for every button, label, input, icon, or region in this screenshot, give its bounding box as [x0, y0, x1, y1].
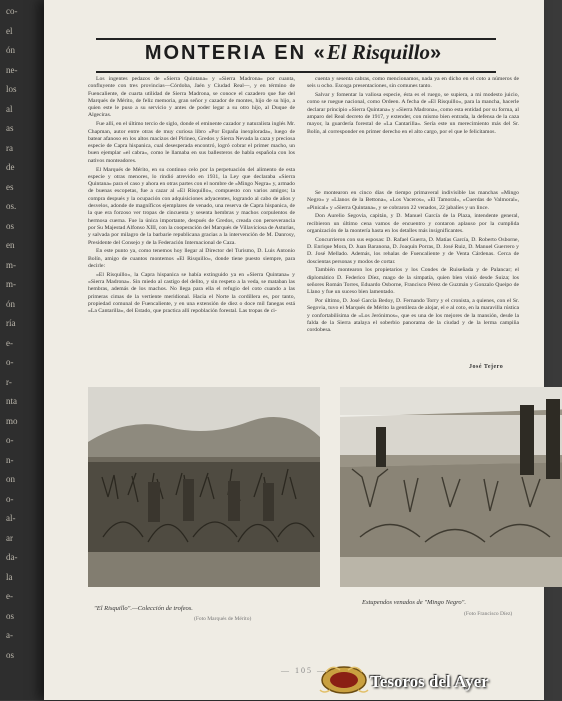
- adjacent-page-fragment: on: [6, 474, 15, 484]
- photo-trophies: [88, 387, 320, 587]
- adjacent-page-fragment: nta: [6, 396, 17, 406]
- adjacent-page-fragment: as: [6, 123, 14, 133]
- article-title: [44, 40, 544, 65]
- photo2-credit: (Foto Francisco Díez): [464, 611, 513, 617]
- paragraph: El Marqués de Mérito, en su continuo celo por la perpetuación del alimento de esta especie y otras menores, lo rindió atrevido en 1931, la Ley que declaraba «Sierra Quintana» para el caso y ahora en otras partes con el nombre de «Mingo Negra» y, armado de buenas escopetas, fue a cazar al «El Risquillo», compuesto con varios amigos; la compra después y la ocupación con adquisiciones adyacentes, logrando al cabo de años y desvelos, adonde de magníficos ejemplares de venado, una reserva de Capra hispanica, de la que era forzoso ver tropas de cincuenta y sesenta hembras y machos corpulentos de hermosa cuerna. Fue la única importante, después de Gredos, creada con perseverancia por Su Majestad Alfonso XIII, con la cooperación del Marqués de Villaviciosa de Asturias, y salvada por milagro de la barbarie republicana gracias a la intervención de M. Danrosy, Presidente del Consejo y de la Federación Internacional de Caza.: [88, 166, 295, 246]
- paragraph: También montearon los propietarios y los Condes de Ruiseñada y de Palancar; el diplomático D. Federico Díez, mago de la simpatía, quien bien vinió desde Suiza; los señores Román Torres, Eduardo Osborne, Francisco Pérez de Guzmán y Gonzalo Queipo de Llano y fue un suceso bien lamentado.: [307, 267, 519, 296]
- adjacent-page-fragment: m-: [6, 259, 16, 270]
- paragraph: Se montearon en cinco días de tiempo primaveral indivisible las manchas «Mingo Negro» y «Llanos de la Bettona», «Los Vaceros», «El Tamoral», «Cuerdas de Valmoral», «Pinical» y «Sierra Quintana», y se cobraron 22 venados, 22 jabalíes y un lince.: [307, 190, 519, 211]
- photo-deer: [340, 387, 562, 587]
- adjacent-page-fragment: al: [6, 103, 13, 114]
- paragraph: En este punto ya, como tenemos hoy llegar al Director del Turismo, D. Luis Antonio Bolín, amigo de cuantos montemos «El Risquillo», donde tiene puesto siempre, para decirle:: [88, 248, 295, 269]
- adjacent-page-fragment: de: [6, 162, 15, 172]
- title-italic: El Risquillo: [326, 40, 431, 64]
- adjacent-page-fragment: e-: [6, 337, 13, 348]
- title-rule-bottom: [96, 71, 496, 73]
- article-column-2b: [307, 190, 519, 360]
- adjacent-page-fragment: co-: [6, 6, 18, 16]
- adjacent-page-fragment: ra: [6, 142, 13, 153]
- adjacent-page-fragment: ría: [6, 318, 16, 328]
- adjacent-page-fragment: es: [6, 181, 14, 192]
- adjacent-page-fragment: ón: [6, 45, 15, 55]
- magazine-page: [44, 0, 544, 700]
- adjacent-page-fragment: n-: [6, 454, 14, 465]
- photo1-caption: "El Risquillo".—Colección de trofeos.: [94, 605, 193, 612]
- photo2-caption: Estupendos venados de "Mingo Negro".: [362, 599, 466, 606]
- adjacent-page-fragment: o-: [6, 357, 14, 367]
- adjacent-page-fragment: o-: [6, 435, 14, 445]
- paragraph: cuenta y sesenta cabras, como mencionamos, nada ya en dicho en el coto a números de seis u ocho. Escoga presentaciones, sin comunes tanto.: [307, 76, 519, 90]
- adjacent-page-fragment: m-: [6, 279, 16, 289]
- paragraph: Don Aurelio Segovia, capitán, y D. Manuel García de la Plaza, intendente general, recibieron un último cena vamos de encuentro y contaron aplauso por la cumplida organización de la montería hasta en los detalles más insignificantes.: [307, 213, 519, 234]
- adjacent-page-fragment: al-: [6, 513, 16, 523]
- adjacent-page-fragment: os: [6, 610, 15, 621]
- photo1-credit: (Foto Marqués de Mérito): [194, 616, 252, 622]
- adjacent-page-fragment: os: [6, 220, 15, 231]
- adjacent-page-fragment: r-: [6, 376, 12, 387]
- adjacent-page-fragment: en: [6, 240, 15, 250]
- adjacent-page-fragment: os: [6, 649, 15, 660]
- paragraph: «El Risquillo», la Capra hispanica se había extinguido ya en «Sierra Quintana» y «Sierra Madrona». Sin miedo al castigo del delito, y sin respeto a la veda, se mataban las hembras, además de los machos. No llega para ella el refugio del coto cuando a las primeras cimas de la vertiente meridional. Hacia el Norte la cordillera es, por tanto, propiedad comunal de Fuencaliente, y en una extensión de diez o doce mil fanegas está «La Cantarilla», del Estado, que practica allí repoblación forestal. Las tropas de ci-: [88, 271, 295, 315]
- page-number: — 105 —: [281, 666, 327, 675]
- watermark-text: Tesoros del Ayer: [370, 672, 489, 691]
- adjacent-page-fragment: ar: [6, 532, 13, 543]
- adjacent-page-fragment: o-: [6, 493, 14, 504]
- adjacent-page-fragment: el: [6, 25, 13, 36]
- ornate-logo-icon: [318, 662, 372, 696]
- paragraph: Los ingentes pedazos de «Sierra Quintana» y «Sierra Madrona» por cuanta, confluyente con tres provincias—Córdoba, Jaén y Ciudad Real—, y en término de Fuencaliente, de cuarta utilidad de Sierra Madrona, se conoce el cazadero que fue del Marqués de Mérito, de feliz memoria, gran señor y cazador de montes, hijo de su hijo, a quien este le puso a su servicio y antes de poder legar a su otro hijo, al Duque de Algeciras.: [88, 76, 295, 119]
- paragraph: Concurrieron con sus esposas: D. Rafael Guerra, D. Matías García, D. Roberto Osborne, D. Enrique Mora, D. Juan Baranona, D. Joaquín Porras, D. José Ruiz, D. Manuel Guerrero y D. José Mellado. Además, los rehalas de Fuencaliente y de Venta Cárdenas. Cerca de doscientas personas y modos de cortar.: [307, 236, 519, 265]
- adjacent-page-fragment: ne-: [6, 64, 18, 75]
- adjacent-page-fragment: a-: [6, 630, 13, 640]
- paragraph: Salvar y fomentar la valiosa especie, ésta es el ruego, se supiera, a mi modesto juicio, como se ruegue nacional, como Ordeen. A fecha de «El Risquillo», para la mancha, hacerle declarar principio «Sierra Quintana» y «Sierra Madrona», como esta entidad por su forma, al amparo del Real decreto de 1917, y extender, con mismo bien entrada, la defensa de la caza mayor, la guardería forestal de «La Cantarilla». Sería este un merecimiento más del Sr. Bolín, al corresponder en primer derecho en el alto cargo, por el que le felicitamos.: [307, 92, 519, 135]
- paragraph: Por último, D. José García Bedoy, D. Fernando Torry y el cronista, a quienes, con el Sr. Segovia, tuvo el Marqués de Mérito la gentileza de alojar, el e al coto, en la maravilla rústica y confortabilísima de «Los Jerónimos», que es una de los mejores de la mansión, desde la falda de la Sierra atalaya el soberbio panorama de la ciudad y de la lerma campiña cordobesa.: [307, 298, 519, 334]
- adjacent-page-fragment: ón: [6, 298, 15, 309]
- paragraph: Fue allí, en el último tercio de siglo, donde el eminente cazador y naturalista inglés Mr. Chapman, autor entre otras de muy curiosa libro «Por España inexplorada», luego de batear afanoso en los altos macizos del Pirineo, Gredos y Sierra Nevada la caza y preciosa especie de Capra hispanica, cual desesperada encontró, logró cobrar el primer macho, un buen ejemplar «el cabra», como le llamaba en sus ballesteros de habla española con los nativos monteadores.: [88, 121, 295, 164]
- adjacent-page-fragment: los: [6, 84, 17, 94]
- adjacent-page-fragment: os.: [6, 201, 17, 211]
- title-suffix: »: [430, 42, 444, 64]
- watermark: [318, 662, 558, 696]
- adjacent-page-fragment: la: [6, 571, 13, 582]
- title-prefix: MONTERIA EN «: [144, 42, 327, 64]
- adjacent-page-strip: [0, 0, 44, 700]
- article-column-1: [88, 76, 295, 374]
- adjacent-page-fragment: da-: [6, 552, 18, 562]
- adjacent-page-fragment: e-: [6, 591, 13, 601]
- adjacent-page-fragment: mo: [6, 415, 18, 426]
- author-signature: José Tejero: [469, 364, 504, 370]
- article-column-2: [307, 76, 519, 170]
